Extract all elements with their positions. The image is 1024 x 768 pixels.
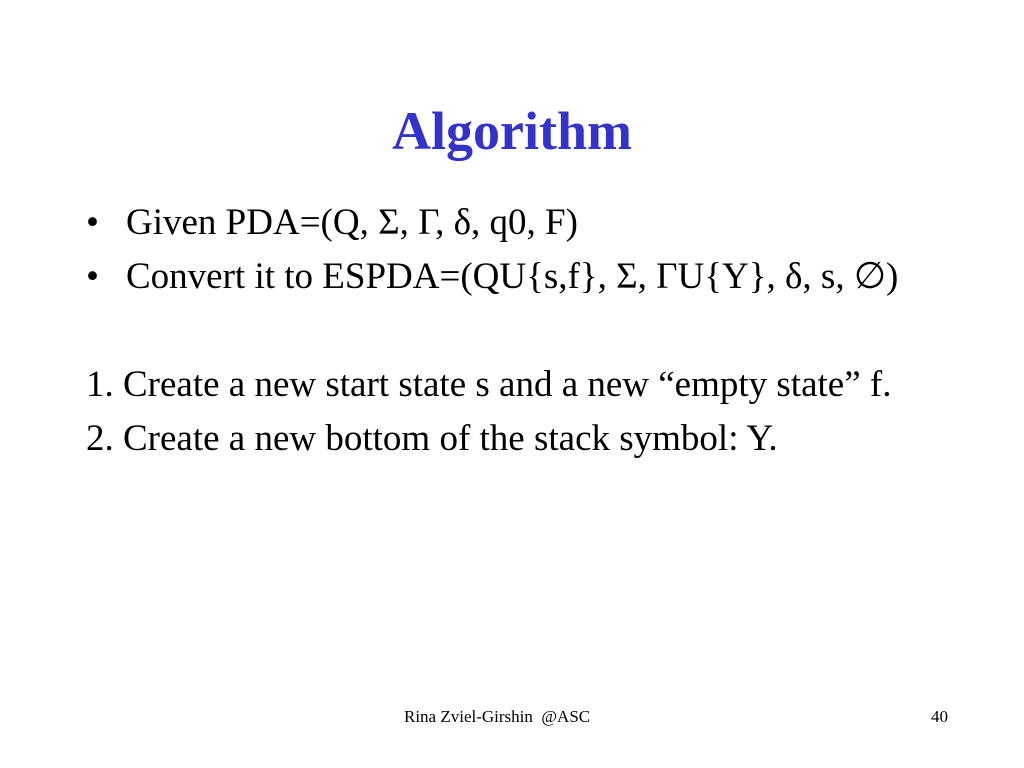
step-item: 1. Create a new start state s and a new “empty state” f. xyxy=(86,364,892,405)
bullet-dot-icon: • xyxy=(86,256,99,297)
bullet-text: Given PDA=(Q, Σ, Γ, δ, q0, F) xyxy=(126,202,578,243)
footer-author: Rina Zviel-Girshin @ASC xyxy=(404,707,591,726)
bullet-item xyxy=(86,200,966,246)
spacer xyxy=(86,308,966,362)
page-number: 40 xyxy=(931,707,948,726)
step-item: 2. Create a new bottom of the stack symbol: Y. xyxy=(86,418,778,459)
slide-title: Algorithm xyxy=(392,101,632,161)
bullet-item xyxy=(86,254,966,300)
bullet-text: Convert it to ESPDA=(QU{s,f}, Σ, ΓU{Y}, δ, s, ∅) xyxy=(126,256,899,297)
bullet-dot-icon: • xyxy=(86,202,99,243)
slide-content xyxy=(86,200,966,470)
